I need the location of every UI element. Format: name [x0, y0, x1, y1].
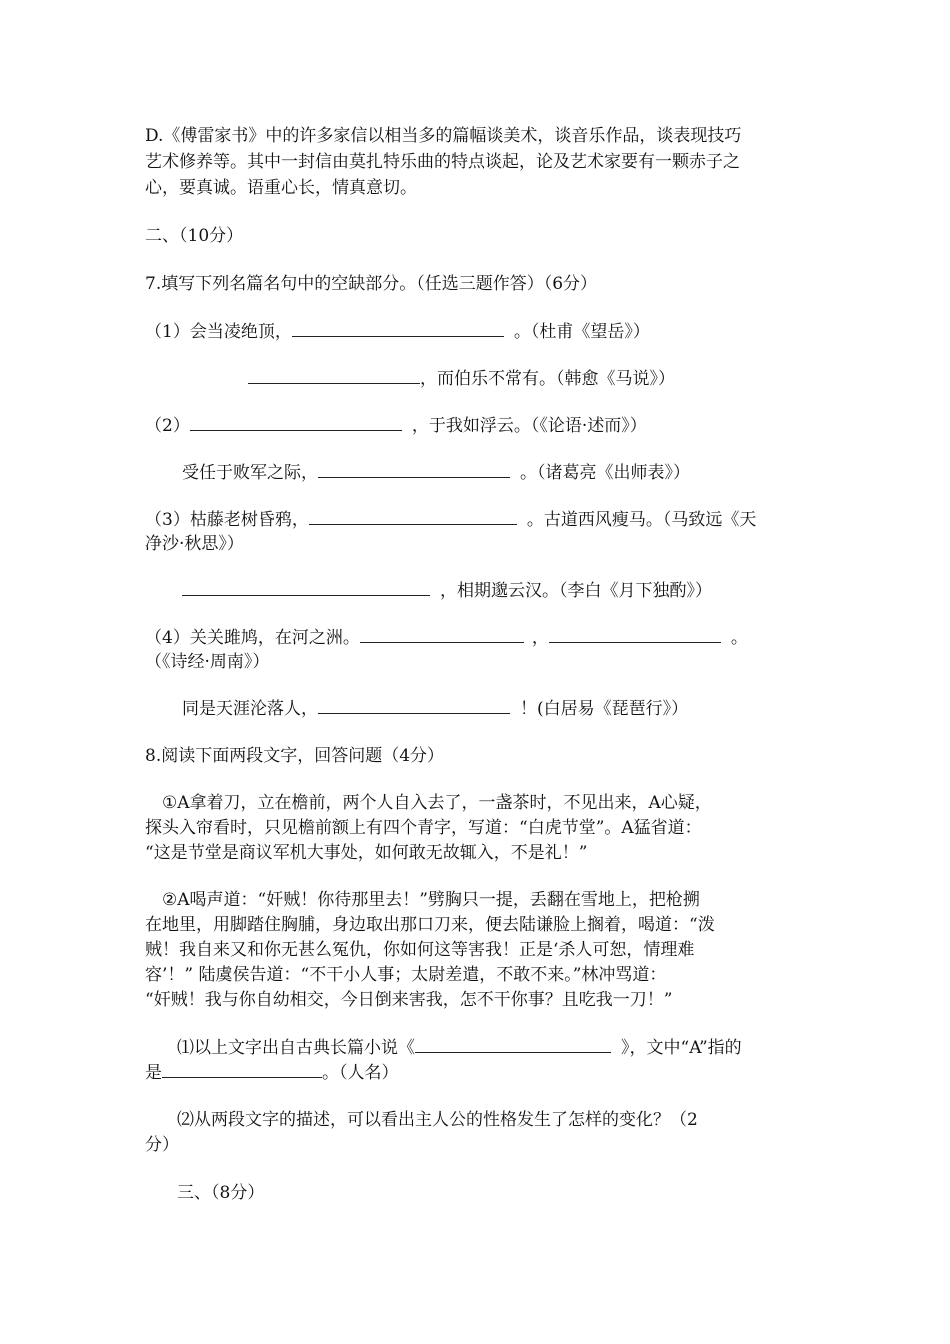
q7-item-4b: [182, 697, 688, 721]
q7-item-1b: [248, 367, 675, 391]
passage-2-line-2: 在地里，用脚踏住胸脯，身边取出那口刀来，便去陆谦脸上搁着，喝道：“泼: [145, 915, 715, 935]
answer-blank[interactable]: [415, 1036, 611, 1053]
q7-item-4a-continued: （《诗经·周南》）: [145, 652, 270, 672]
q8-sub-1-suffix: 》，文中“A”指的: [621, 1038, 742, 1058]
answer-blank[interactable]: [318, 461, 510, 478]
q7-item-1a-suffix: 。（杜甫《望岳》）: [513, 322, 650, 342]
question-8-title: 8.阅读下面两段文字，回答问题（4分）: [145, 746, 445, 766]
answer-blank[interactable]: [360, 626, 524, 643]
q7-item-1a-prefix: （1）会当凌绝顶，: [145, 322, 292, 342]
q7-item-3a: [145, 508, 756, 532]
q7-item-4a-prefix: （4）关关雎鸠，在河之洲。: [145, 628, 360, 648]
answer-blank[interactable]: [292, 320, 504, 337]
passage-2-line-3: 贼！我自来又和你无甚么冤仇，你如何这等害我！正是‘杀人可恕，情理难: [145, 940, 695, 960]
q8-sub-1: [177, 1036, 742, 1060]
q7-item-3a-suffix: 。古道西风瘦马。（马致远《天: [526, 510, 757, 530]
q8-sub-1-line-2-prefix: 是: [145, 1063, 162, 1083]
passage-2-line-1: ②A喝声道：“奸贼！你待那里去！”劈胸只一提，丢翻在雪地上，把枪搠: [162, 890, 700, 910]
passage-2-line-5: “奸贼！我与你自幼相交，今日倒来害我，怎不干你事？且吃我一刀！”: [145, 990, 673, 1010]
passage-1-line-2: 探头入帘看时，只见檐前额上有四个青字，写道：“白虎节堂”。A猛省道：: [145, 818, 702, 838]
answer-blank[interactable]: [309, 508, 517, 525]
passage-2-line-4: 容’！” 陆虞侯告道：“不干小人事；太尉差遣，不敢不来。”林冲骂道：: [145, 965, 667, 985]
answer-blank[interactable]: [162, 1061, 322, 1078]
q7-item-4a-suffix: 。: [730, 628, 748, 648]
q7-item-3b: [182, 579, 712, 603]
q7-item-3b-suffix: ，相期邈云汉。（李白《月下独酌》）: [440, 581, 712, 601]
q8-sub-1-line-2-suffix: 。（人名）: [322, 1063, 399, 1083]
q7-item-2b-prefix: 受任于败军之际，: [182, 463, 318, 483]
answer-blank[interactable]: [182, 579, 430, 596]
answer-blank[interactable]: [318, 697, 510, 714]
q7-item-2b-suffix: 。（诸葛亮《出师表》）: [520, 463, 690, 483]
section-2-heading: 二、（10分）: [145, 226, 244, 246]
q7-item-3a-prefix: （3）枯藤老树昏鸦，: [145, 510, 309, 530]
question-7-title: 7.填写下列名篇名句中的空缺部分。（任选三题作答）（6分）: [145, 274, 598, 294]
option-d-line-3: 心，要真诚。语重心长，情真意切。: [145, 178, 417, 198]
q7-item-2b: [182, 461, 690, 485]
answer-blank[interactable]: [190, 414, 402, 431]
q7-item-4b-suffix: ！(白居易《琵琶行》）: [520, 699, 689, 719]
option-d-line-1: D.《傅雷家书》中的许多家信以相当多的篇幅谈美术，谈音乐作品，谈表现技巧: [145, 126, 742, 146]
q7-item-2a: [145, 414, 647, 438]
q8-sub-1-prefix: ⑴以上文字出自古典长篇小说《: [177, 1038, 415, 1058]
answer-blank[interactable]: [248, 367, 420, 384]
option-d-line-2: 艺术修养等。其中一封信由莫扎特乐曲的特点谈起，论及艺术家要有一颗赤子之: [145, 152, 740, 172]
q7-item-1a: [145, 320, 650, 344]
passage-1-line-1: ①A拿着刀，立在檐前，两个人自入去了，一盏茶时，不见出来，A心疑，: [162, 793, 712, 813]
q8-sub-1-line-2: [145, 1061, 399, 1085]
q8-sub-2-line-2: 分）: [145, 1135, 179, 1155]
q7-item-3a-continued: 净沙·秋思》）: [145, 534, 244, 554]
section-3-heading: 三、（8分）: [177, 1183, 265, 1203]
answer-blank[interactable]: [549, 626, 721, 643]
q7-item-2a-prefix: （2）: [145, 416, 190, 436]
q7-item-4b-prefix: 同是天涯沦落人，: [182, 699, 318, 719]
passage-1-line-3: “这是节堂是商议军机大事处，如何敢无故辄入，不是礼！”: [145, 843, 588, 863]
q7-item-4a-comma: ，: [531, 628, 549, 648]
q7-item-2a-suffix: ，于我如浮云。（《论语·述而》）: [411, 416, 647, 436]
q8-sub-2-line-1: ⑵从两段文字的描述，可以看出主人公的性格发生了怎样的变化？（2: [177, 1110, 698, 1130]
q7-item-1b-suffix: ，而伯乐不常有。（韩愈《马说》）: [420, 369, 675, 389]
q7-item-4a: [145, 626, 748, 650]
